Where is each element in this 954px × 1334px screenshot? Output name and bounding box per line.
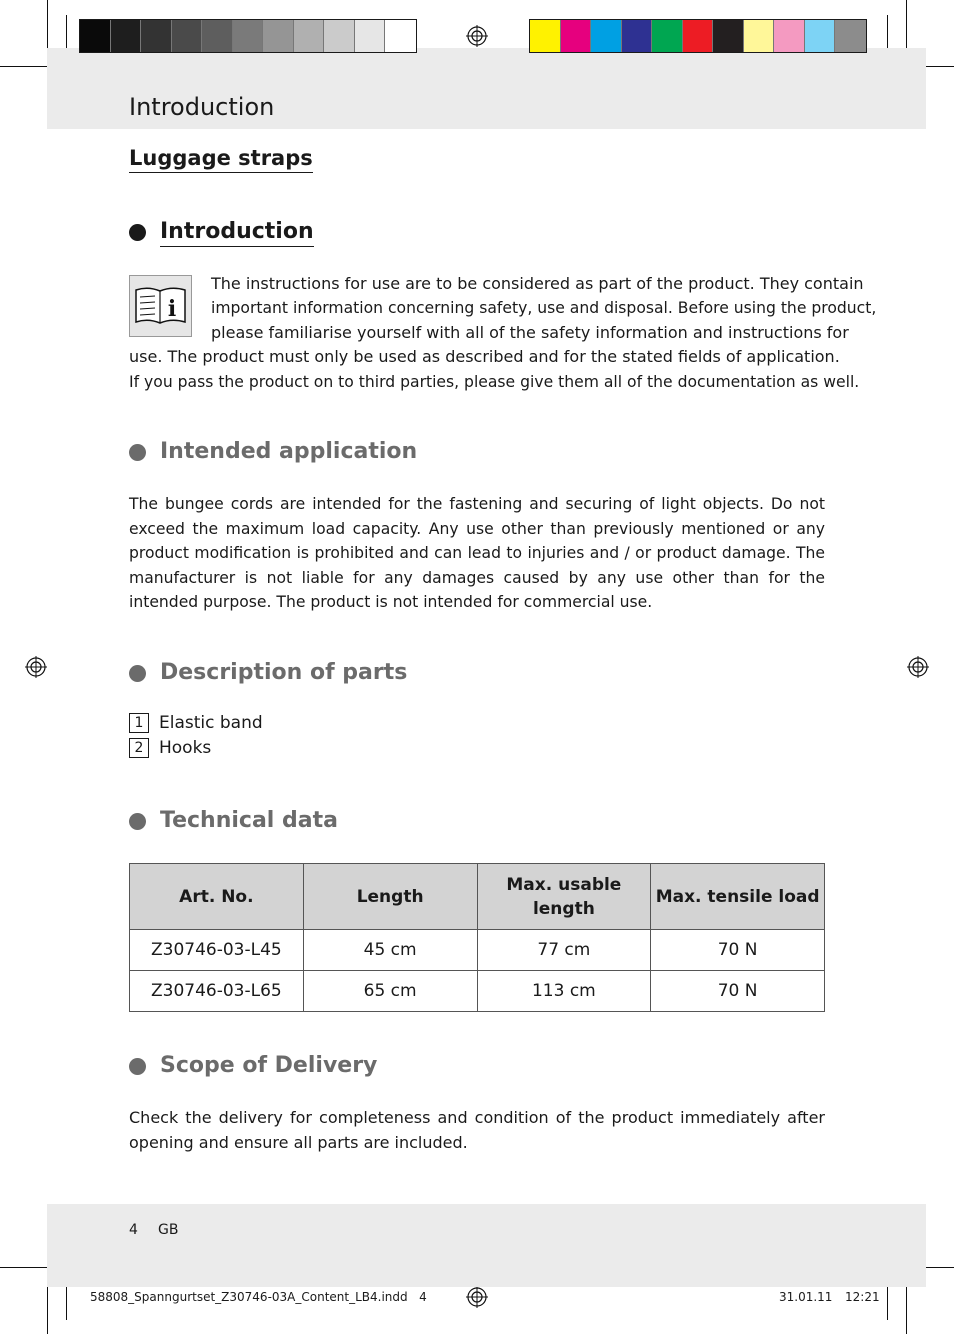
crop-mark: [887, 1287, 888, 1320]
page-number: 4: [129, 1222, 138, 1238]
part-number: 1: [129, 713, 149, 733]
crop-mark: [47, 0, 48, 48]
column-header: Max. usable length: [477, 864, 651, 930]
section-bullet-icon: [129, 813, 146, 830]
intro-line-1: The instructions for use are to be considered as part of the product. They contain: [211, 274, 864, 293]
section-heading-text: Technical data: [160, 808, 338, 833]
section-bullet-icon: [129, 1058, 146, 1075]
color-swatch: [805, 20, 836, 52]
table-cell: 70 N: [651, 930, 825, 971]
section-heading-description-of-parts: [129, 659, 407, 687]
intro-line-3: please familiarise yourself with all of the safety information and instructions for: [211, 323, 849, 342]
section-heading-text: Scope of Delivery: [160, 1053, 378, 1078]
slug-filename: 58808_Spanngurtset_Z30746-03A_Content_LB4.indd 4: [90, 1290, 427, 1304]
section-heading-introduction: [129, 218, 314, 247]
part-label: Hooks: [159, 738, 212, 758]
table-cell: Z30746-03-L65: [130, 971, 304, 1012]
table-row: [130, 971, 825, 1012]
part-number: 2: [129, 738, 149, 758]
registration-mark-icon: [466, 1286, 488, 1308]
svg-text:i: i: [167, 296, 177, 322]
manual-info-icon: [129, 275, 192, 337]
table-cell: 70 N: [651, 971, 825, 1012]
color-swatch: [713, 20, 744, 52]
crop-mark: [0, 1267, 50, 1268]
section-heading-technical-data: [129, 807, 338, 835]
color-swatch: [591, 20, 622, 52]
color-swatch: [263, 20, 294, 52]
table-cell: 45 cm: [303, 930, 477, 971]
table-row: [130, 930, 825, 971]
slug-date: 31.01.11: [779, 1290, 833, 1304]
crop-mark: [906, 1287, 907, 1334]
column-header: Max. tensile load: [651, 864, 825, 930]
color-swatch: [80, 20, 111, 52]
color-swatch: [622, 20, 653, 52]
document-title: Luggage straps: [129, 145, 313, 173]
footer-band: [47, 1204, 926, 1287]
table-cell: 77 cm: [477, 930, 651, 971]
section-bullet-icon: [129, 665, 146, 682]
column-header: Art. No.: [130, 864, 304, 930]
color-swatch: [835, 20, 866, 52]
scope-of-delivery-text: Check the delivery for completeness and condition of the product immediately after opening and ensure all parts are included.: [129, 1108, 825, 1152]
color-swatch: [530, 20, 561, 52]
color-swatch: [774, 20, 805, 52]
registration-mark-icon: [25, 656, 47, 678]
color-swatch: [141, 20, 172, 52]
registration-mark-icon: [466, 25, 488, 47]
color-swatch: [294, 20, 325, 52]
language-code: GB: [158, 1222, 179, 1238]
table-cell: 113 cm: [477, 971, 651, 1012]
color-swatch: [355, 20, 386, 52]
slug-time: 12:21: [845, 1290, 880, 1304]
section-heading-text: Description of parts: [160, 660, 408, 685]
color-swatch: [652, 20, 683, 52]
section-heading-text: Intended application: [160, 439, 418, 464]
technical-data-table: [129, 863, 825, 1012]
section-bullet-icon: [129, 444, 146, 461]
part-item: [129, 713, 263, 733]
crop-mark: [906, 0, 907, 48]
chapter-title: Introduction: [129, 93, 275, 121]
table-cell: 65 cm: [303, 971, 477, 1012]
crop-mark: [66, 1287, 67, 1320]
column-header: Length: [303, 864, 477, 930]
section-heading-text: Introduction: [160, 218, 314, 247]
color-swatch: [744, 20, 775, 52]
section-heading-scope-of-delivery: [129, 1052, 377, 1080]
color-swatch: [233, 20, 264, 52]
table-header-row: [130, 864, 825, 930]
color-swatch: [111, 20, 142, 52]
part-item: [129, 738, 211, 758]
part-label: Elastic band: [159, 713, 263, 733]
crop-mark: [47, 1287, 48, 1334]
color-calibration-bar: [529, 19, 867, 53]
color-swatch: [172, 20, 203, 52]
intro-line-2: important information concerning safety, use and disposal. Before using the product,: [211, 299, 877, 317]
crop-mark: [66, 15, 67, 48]
section-heading-intended-application: [129, 438, 417, 466]
crop-mark: [0, 66, 50, 67]
color-swatch: [561, 20, 592, 52]
book-info-icon: [130, 276, 191, 336]
color-swatch: [202, 20, 233, 52]
color-swatch: [683, 20, 714, 52]
color-swatch: [324, 20, 355, 52]
table-cell: Z30746-03-L45: [130, 930, 304, 971]
intro-line-5: If you pass the product on to third parties, please give them all of the documentation as well.: [129, 373, 860, 391]
section-bullet-icon: [129, 224, 146, 241]
intro-line-4: use. The product must only be used as described and for the stated fields of application.: [129, 347, 840, 366]
intended-application-text: The bungee cords are intended for the fastening and securing of light objects. Do not exceed the maximum load capacity. Any use other than previously mentioned or any product modification is prohibited and can lead to injuries and / or product damage. The manufacturer is not liable for any damages caused by any use other than for the intended purpose. The product is not intended for commercial use.: [129, 495, 825, 611]
color-swatch: [385, 20, 416, 52]
crop-mark: [887, 15, 888, 48]
grayscale-calibration-bar: [79, 19, 417, 53]
registration-mark-icon: [907, 656, 929, 678]
